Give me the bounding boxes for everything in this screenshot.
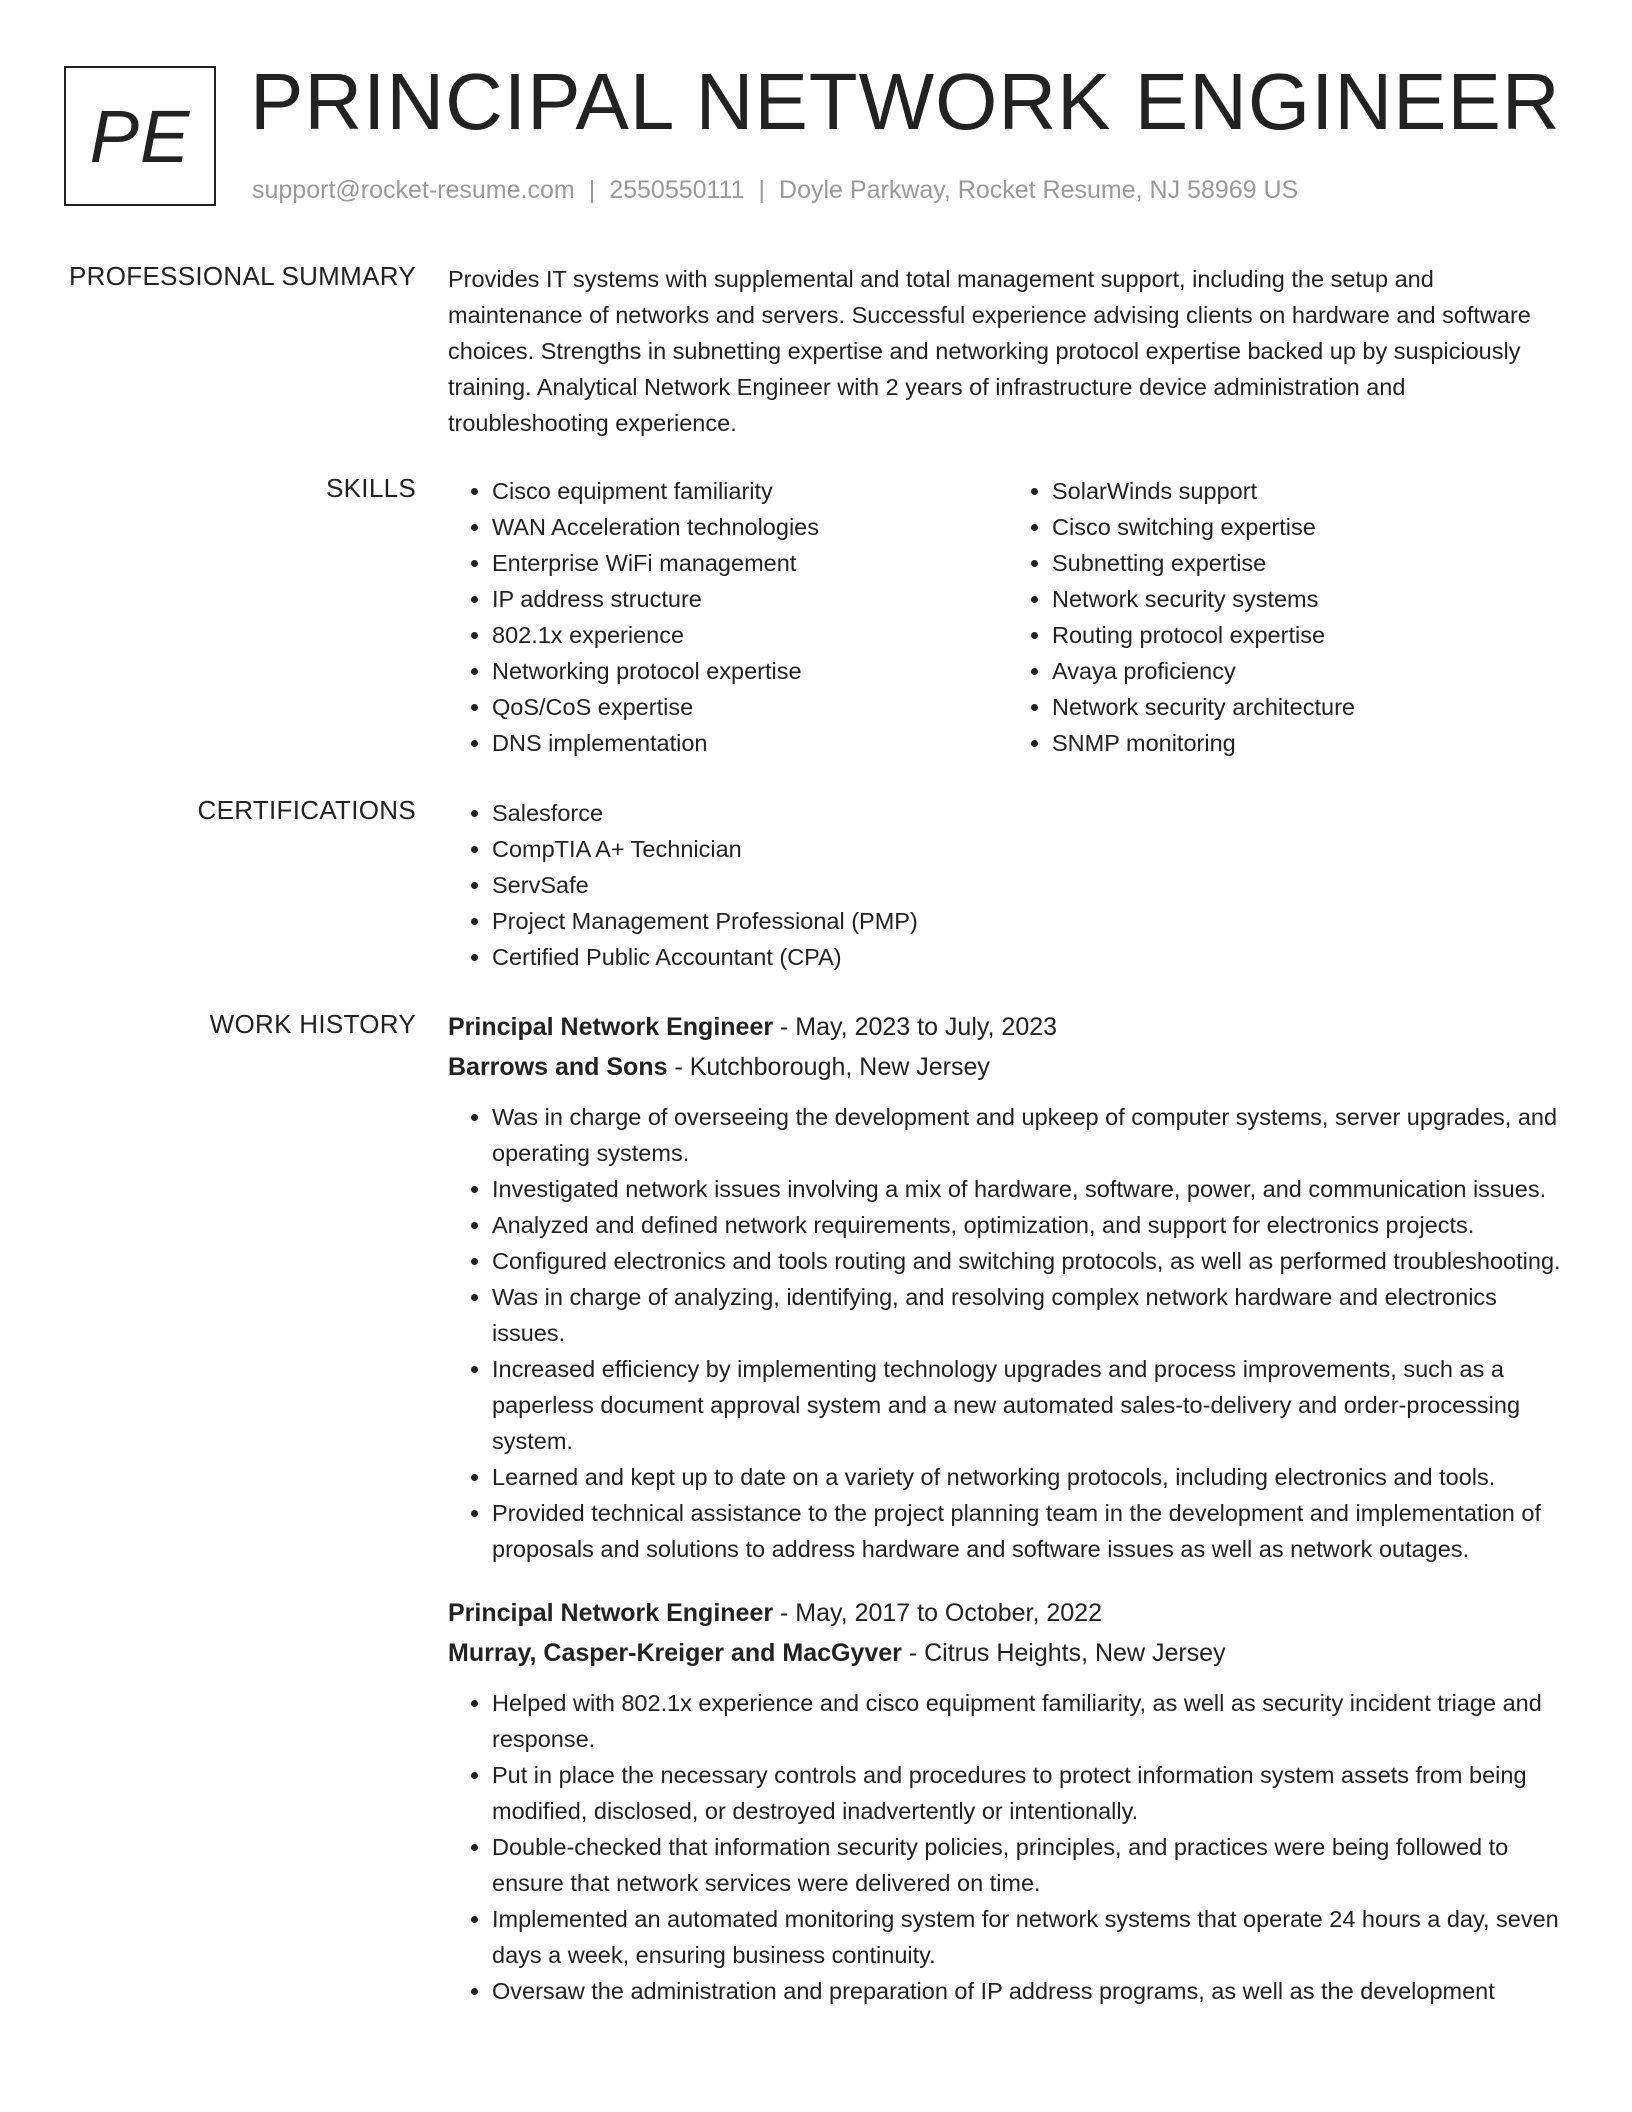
job-company-line — [448, 1633, 1568, 1673]
job-entry — [448, 1007, 1568, 1567]
skill-item: • SNMP monitoring — [1052, 725, 1568, 761]
certification-item: • CompTIA A+ Technician — [492, 831, 1568, 867]
certification-item: • Salesforce — [492, 795, 1568, 831]
job-duty: • Provided technical assistance to the project planning team in the development and implementation of proposals and solutions to address hardware and software issues as well as network outages. — [492, 1495, 1568, 1567]
skill-item: • IP address structure — [492, 581, 1008, 617]
skills-list-left — [448, 473, 1008, 761]
skill-item: • Cisco switching expertise — [1052, 509, 1568, 545]
certification-item: • Certified Public Accountant (CPA) — [492, 939, 1568, 975]
job-company-line — [448, 1047, 1568, 1087]
job-duty: • Put in place the necessary controls and procedures to protect information system assets from being modified, disclosed, or destroyed inadvertently or intentionally. — [492, 1757, 1568, 1829]
skill-item: • DNS implementation — [492, 725, 1008, 761]
contact-line — [252, 174, 1298, 206]
skills-list-right — [1008, 473, 1568, 761]
skill-item: • Cisco equipment familiarity — [492, 473, 1008, 509]
section-heading: SKILLS — [326, 473, 416, 503]
contact-email[interactable]: support@rocket-resume.com — [252, 176, 575, 204]
monogram-badge: PE — [64, 66, 216, 206]
skill-item: • Avaya proficiency — [1052, 653, 1568, 689]
job-dates: - May, 2017 to October, 2022 — [773, 1599, 1102, 1627]
job-title-line — [448, 1007, 1568, 1047]
job-duties-list — [448, 1685, 1568, 2009]
section-heading: WORK HISTORY — [209, 1009, 416, 1039]
job-location: - Citrus Heights, New Jersey — [901, 1639, 1226, 1667]
contact-address: Doyle Parkway, Rocket Resume, NJ 58969 US — [779, 176, 1299, 204]
certifications-list — [448, 795, 1568, 975]
skill-item: • WAN Acceleration technologies — [492, 509, 1008, 545]
skill-item: • Networking protocol expertise — [492, 653, 1008, 689]
skills-body — [448, 473, 1568, 761]
job-company: Barrows and Sons — [448, 1053, 668, 1081]
job-duty: • Increased efficiency by implementing technology upgrades and process improvements, such as a paperless document approval system and a new automated sales-to-delivery and order-processing system. — [492, 1351, 1568, 1459]
job-company: Murray, Casper-Kreiger and MacGyver — [448, 1639, 902, 1667]
job-entry — [448, 1593, 1568, 2009]
contact-separator: | — [588, 176, 596, 204]
summary-body — [448, 261, 1568, 441]
certification-item: • Project Management Professional (PMP) — [492, 903, 1568, 939]
job-duty: • Helped with 802.1x experience and cisco equipment familiarity, as well as security incident triage and response. — [492, 1685, 1568, 1757]
certifications-body — [448, 795, 1568, 975]
skill-item: • Routing protocol expertise — [1052, 617, 1568, 653]
work-history-body — [448, 1007, 1568, 2009]
skill-item: • Enterprise WiFi management — [492, 545, 1008, 581]
job-location: - Kutchborough, New Jersey — [667, 1053, 990, 1081]
certification-item: • ServSafe — [492, 867, 1568, 903]
skill-item: • SolarWinds support — [1052, 473, 1568, 509]
job-duty: • Implemented an automated monitoring system for network systems that operate 24 hours a day, seven days a week, ensuring business continuity. — [492, 1901, 1568, 1973]
job-duties-list — [448, 1099, 1568, 1567]
skill-item: • Network security systems — [1052, 581, 1568, 617]
job-title-line — [448, 1593, 1568, 1633]
summary-text: Provides IT systems with supplemental and total management support, including the setup and maintenance of networks and servers. Successful experience advising clients on hardware and software choices. Strengths in subnetting expertise and networking protocol expertise backed up by suspiciously training. Analytical Network Engineer with 2 years of infrastructure device administration and troubleshooting experience. — [448, 266, 1531, 436]
section-heading: PROFESSIONAL SUMMARY — [69, 261, 416, 291]
contact-phone[interactable]: 2550550111 — [609, 176, 745, 204]
job-duty: • Learned and kept up to date on a variety of networking protocols, including electronics and tools. — [492, 1459, 1568, 1495]
skill-item: • Network security architecture — [1052, 689, 1568, 725]
job-duty: • Configured electronics and tools routing and switching protocols, as well as performed troubleshooting. — [492, 1243, 1568, 1279]
job-title: Principal Network Engineer — [448, 1599, 774, 1627]
skill-item: • 802.1x experience — [492, 617, 1008, 653]
job-dates: - May, 2023 to July, 2023 — [773, 1013, 1058, 1041]
job-duty: • Analyzed and defined network requirements, optimization, and support for electronics projects. — [492, 1207, 1568, 1243]
job-duty: • Was in charge of overseeing the development and upkeep of computer systems, server upgrades, and operating systems. — [492, 1099, 1568, 1171]
contact-separator: | — [758, 176, 766, 204]
skill-item: • Subnetting expertise — [1052, 545, 1568, 581]
job-duty: • Double-checked that information security policies, principles, and practices were being followed to ensure that network services were delivered on time. — [492, 1829, 1568, 1901]
skill-item: • QoS/CoS expertise — [492, 689, 1008, 725]
resume-title: PRINCIPAL NETWORK ENGINEER — [250, 57, 1561, 146]
job-duty: • Investigated network issues involving a mix of hardware, software, power, and communication issues. — [492, 1171, 1568, 1207]
section-heading: CERTIFICATIONS — [197, 795, 416, 825]
job-title: Principal Network Engineer — [448, 1013, 774, 1041]
job-duty: • Was in charge of analyzing, identifying, and resolving complex network hardware and electronics issues. — [492, 1279, 1568, 1351]
job-duty: • Oversaw the administration and preparation of IP address programs, as well as the development — [492, 1973, 1568, 2009]
